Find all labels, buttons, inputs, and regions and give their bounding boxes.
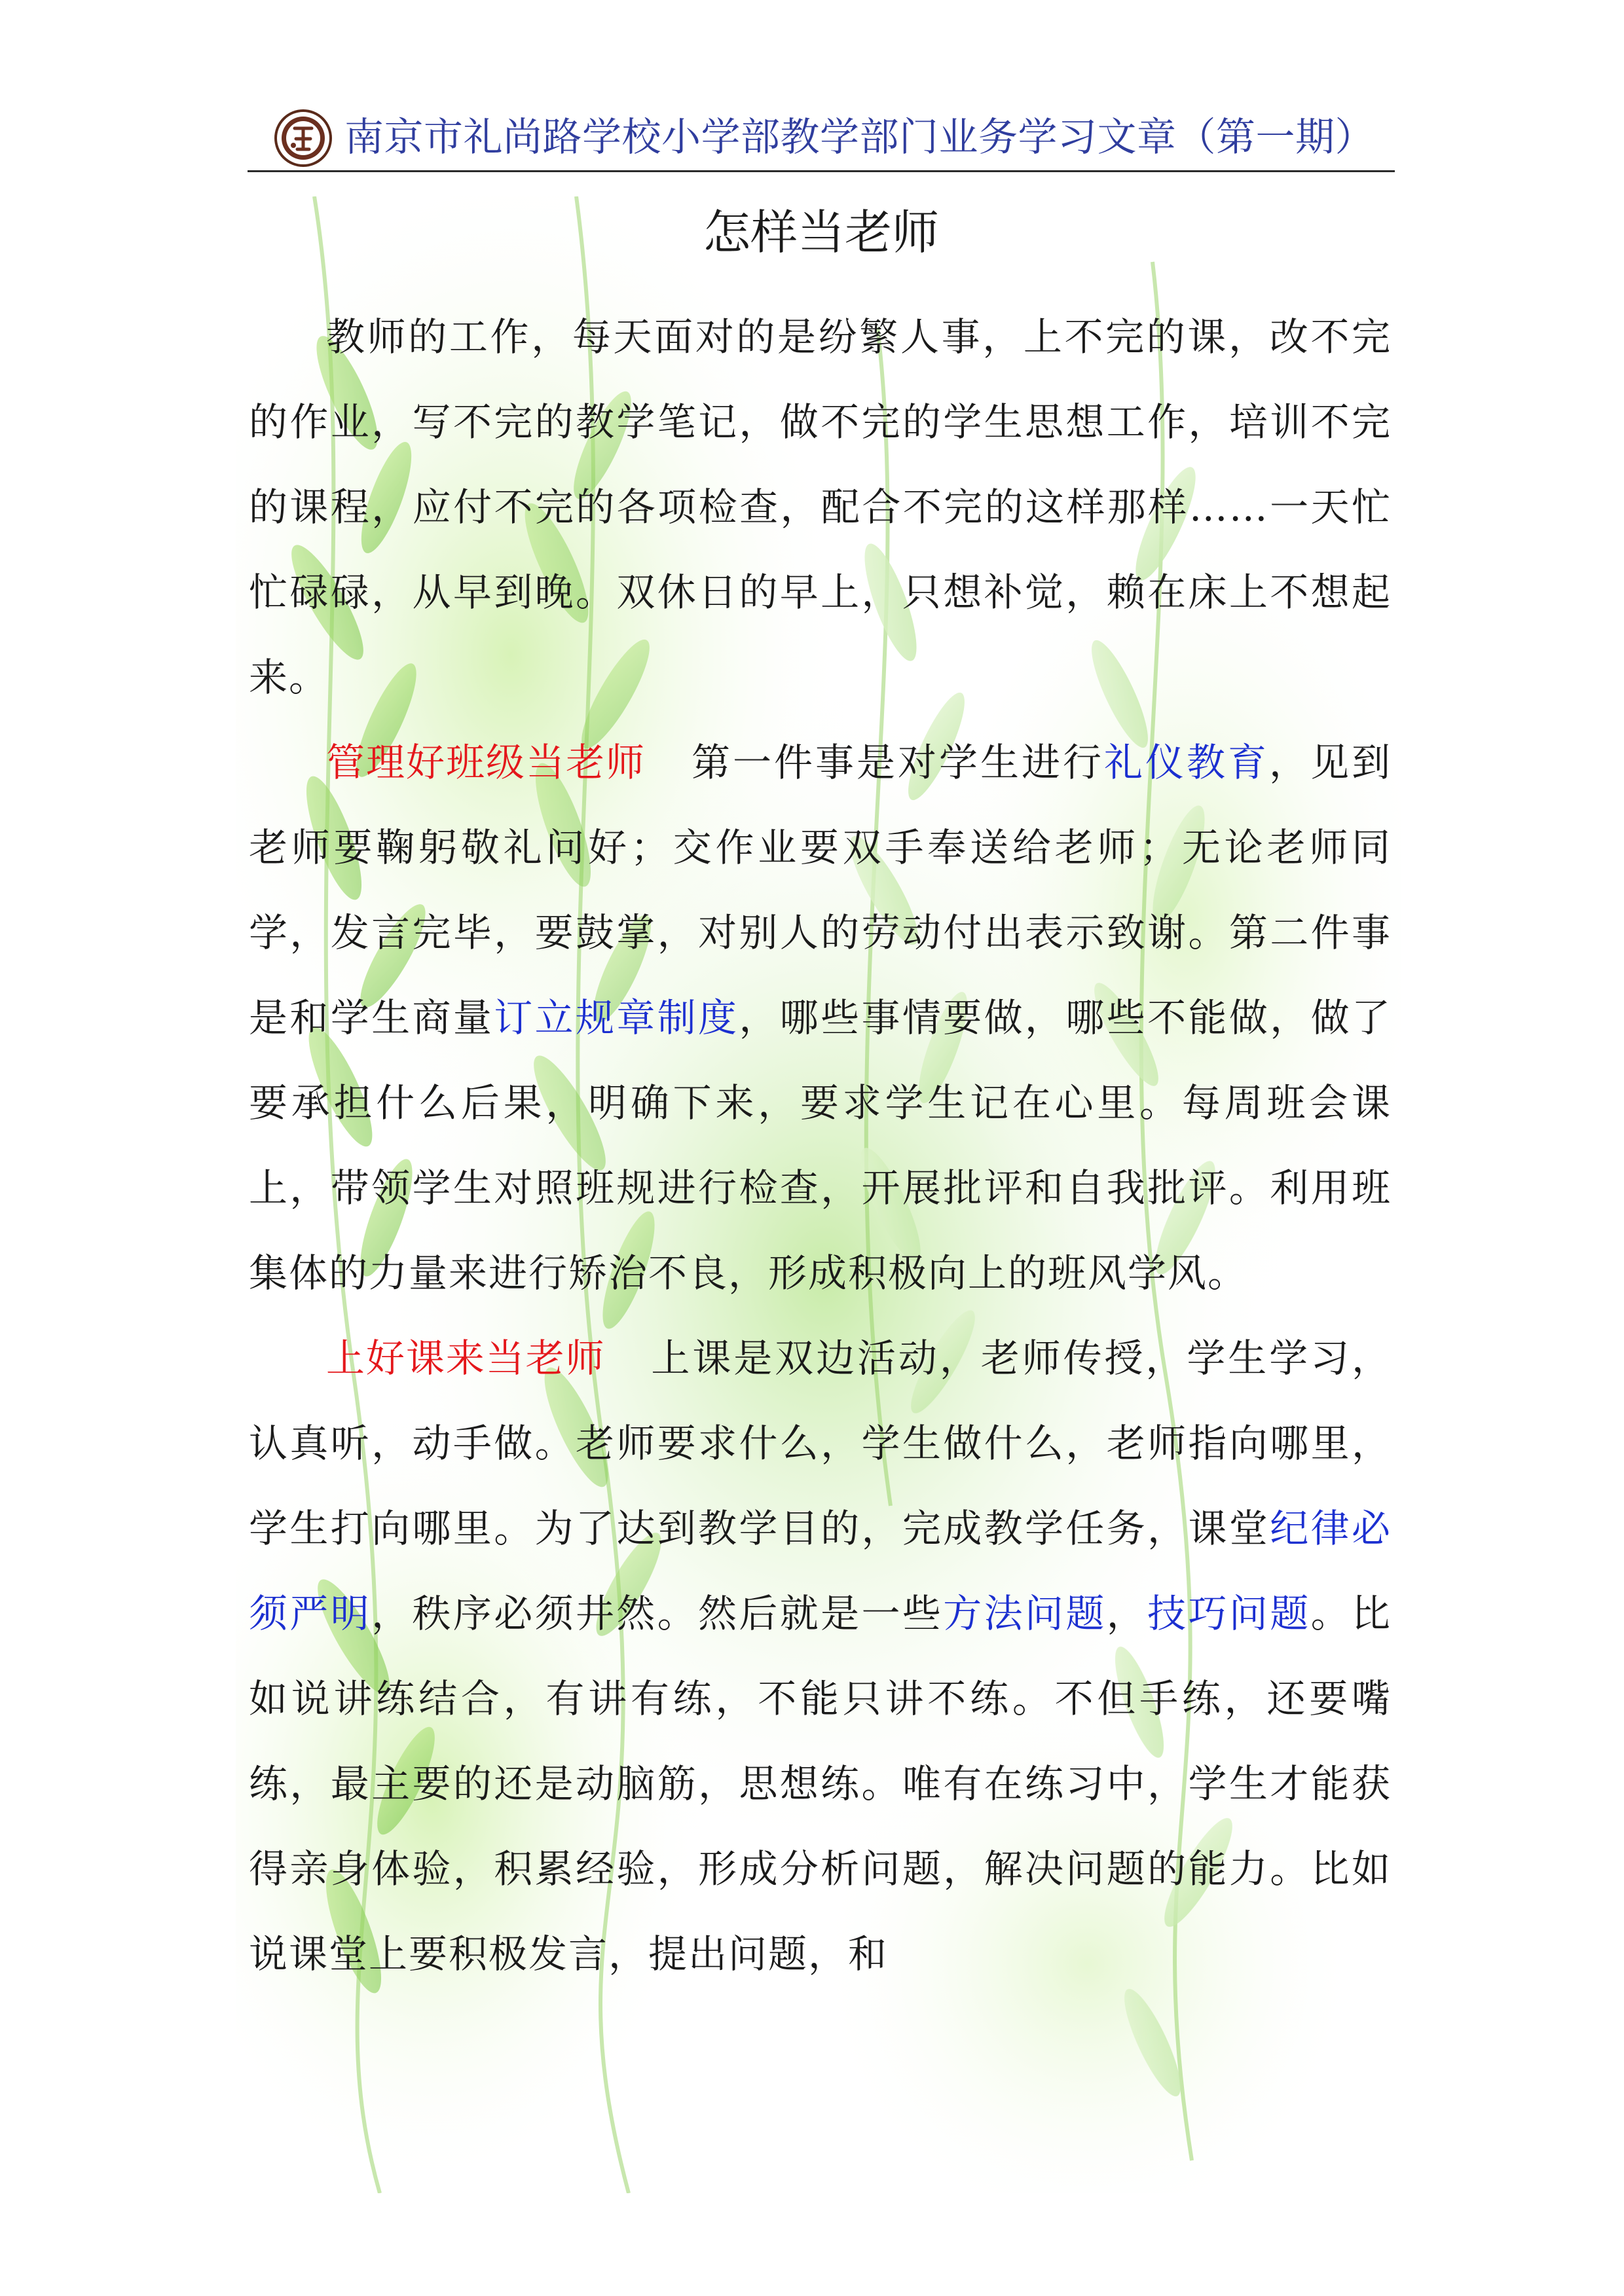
section-1-paragraph bbox=[249, 720, 1392, 1316]
section-1-text-3: ，哪些事情要做，哪些不能做，做了要承担什么后果，明确下来，要求学生记在心里。每周班会课上，带领学生对照班规进行检查，开展批评和自我批评。利用班集体的力量来进行矫治不良，形成积极向上的班风学风。 bbox=[249, 995, 1392, 1296]
section-2-text-4: 。比如说讲练结合，有讲有练，不能只讲不练。不但手练，还要嘴练，最主要的还是动脑筋，思想练。唯有在练习中，学生才能获得亲身体验，积累经验，形成分析问题，解决问题的能力。比如说课堂上要积极发言，提出问题，和 bbox=[249, 1591, 1392, 1977]
highlight-rules-system: 订立规章制度 bbox=[494, 995, 739, 1040]
section-2-text-2: ，秩序必须井然。然后就是一些 bbox=[371, 1591, 944, 1636]
section-2-text-3: ， bbox=[1106, 1591, 1148, 1636]
highlight-strict-discipline: 纪律必须严明 bbox=[249, 1506, 1392, 1636]
section-1-text-2: ，见到老师要鞠躬敬礼问好；交作业要双手奉送给老师；无论老师同学，发言完毕，要鼓掌，对别人的劳动付出表示致谢。第二件事是和学生商量 bbox=[249, 740, 1392, 1040]
section-1-text-1: 第一件事是对学生进行 bbox=[691, 740, 1104, 785]
section-2-text-1: 上课是双边活动，老师传授，学生学习，认真听，动手做。老师要求什么，学生做什么，老师指向哪里，学生打向哪里。为了达到教学目的，完成教学任务，课堂 bbox=[249, 1336, 1392, 1551]
school-seal-icon bbox=[274, 109, 333, 168]
section-1-heading: 管理好班级当老师 bbox=[326, 740, 646, 785]
section-2-heading: 上好课来当老师 bbox=[326, 1336, 606, 1381]
article-title: 怎样当老师 bbox=[703, 205, 939, 260]
highlight-etiquette-education: 礼仪教育 bbox=[1103, 740, 1269, 785]
section-2-paragraph bbox=[249, 1316, 1392, 1997]
header-divider bbox=[248, 170, 1395, 172]
article-body bbox=[249, 295, 1392, 1997]
document-header bbox=[248, 105, 1395, 170]
intro-paragraph: 教师的工作，每天面对的是纷繁人事，上不完的课，改不完的作业，写不完的教学笔记，做不完的学生思想工作，培训不完的课程，应付不完的各项检查，配合不完的这样那样……一天忙忙碌碌，从早到晚。双休日的早上，只想补觉，赖在床上不想起来。 bbox=[249, 314, 1392, 700]
header-title: 南京市礼尚路学校小学部教学部门业务学习文章（第一期） bbox=[344, 115, 1375, 160]
highlight-method-issues: 方法问题 bbox=[943, 1591, 1107, 1636]
highlight-skill-issues: 技巧问题 bbox=[1147, 1591, 1311, 1636]
